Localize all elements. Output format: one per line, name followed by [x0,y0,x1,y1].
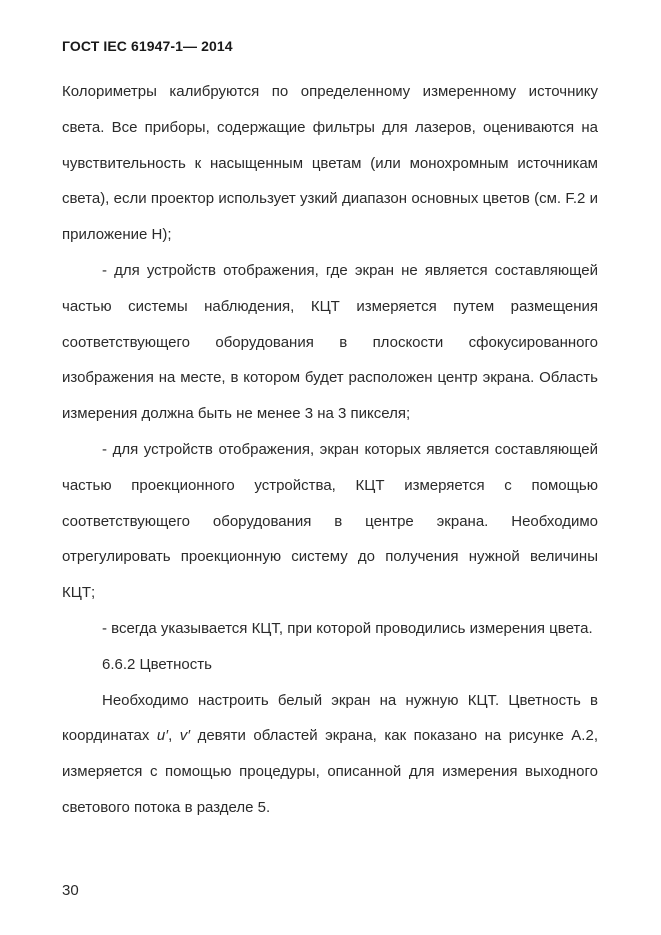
coordinate-separator: , [168,727,180,745]
list-item-cct-indication: - всегда указывается КЦТ, при которой проводились измерения цвета. [102,619,593,637]
paragraph-chromaticity [62,683,598,826]
chromaticity-text-start: Необходимо настроить белый экран на нужную КЦТ. Цветность в координатах [62,691,598,745]
coordinate-u: u′ [156,727,169,745]
paragraph-colorimeters: Колориметры калибруются по определенному измеренному источнику света. Все приборы, содержащие фильтры для лазеров, оцениваются на чувствительность к насыщенным цветам (или монохромным источникам света), если проектор использует узкий диапазон основных цветов (см. F.2 и приложение Н); [62,83,598,244]
list-item-display-devices: - для устройств отображения, где экран не является составляющей частью системы наблюдения, КЦТ измеряется путем размещения соответствующего оборудования в плоскости сфокусированного изображения на месте, в котором будет расположен центр экрана. Область измерения должна быть не менее 3 на 3 пикселя; [62,261,598,423]
page-number: 30 [62,882,79,899]
coordinate-v: v′ [179,727,191,745]
list-item-projection-devices: - для устройств отображения, экран которых является составляющей частью проекционного устройства, КЦТ измеряется с помощью соответствующего оборудования в центре экрана. Необходимо отрегулировать проекционную систему до получения нужной величины КЦТ; [62,440,598,602]
chromaticity-text-end: девяти областей экрана, как показано на рисунке А.2, измеряется с помощью процедуры, описанной для измерения выходного светового потока в разделе 5. [62,727,598,816]
standard-designation: ГОСТ IEC 61947-1— 2014 [62,38,233,54]
section-heading: 6.6.2 Цветность [102,655,212,673]
body-text [62,74,598,826]
